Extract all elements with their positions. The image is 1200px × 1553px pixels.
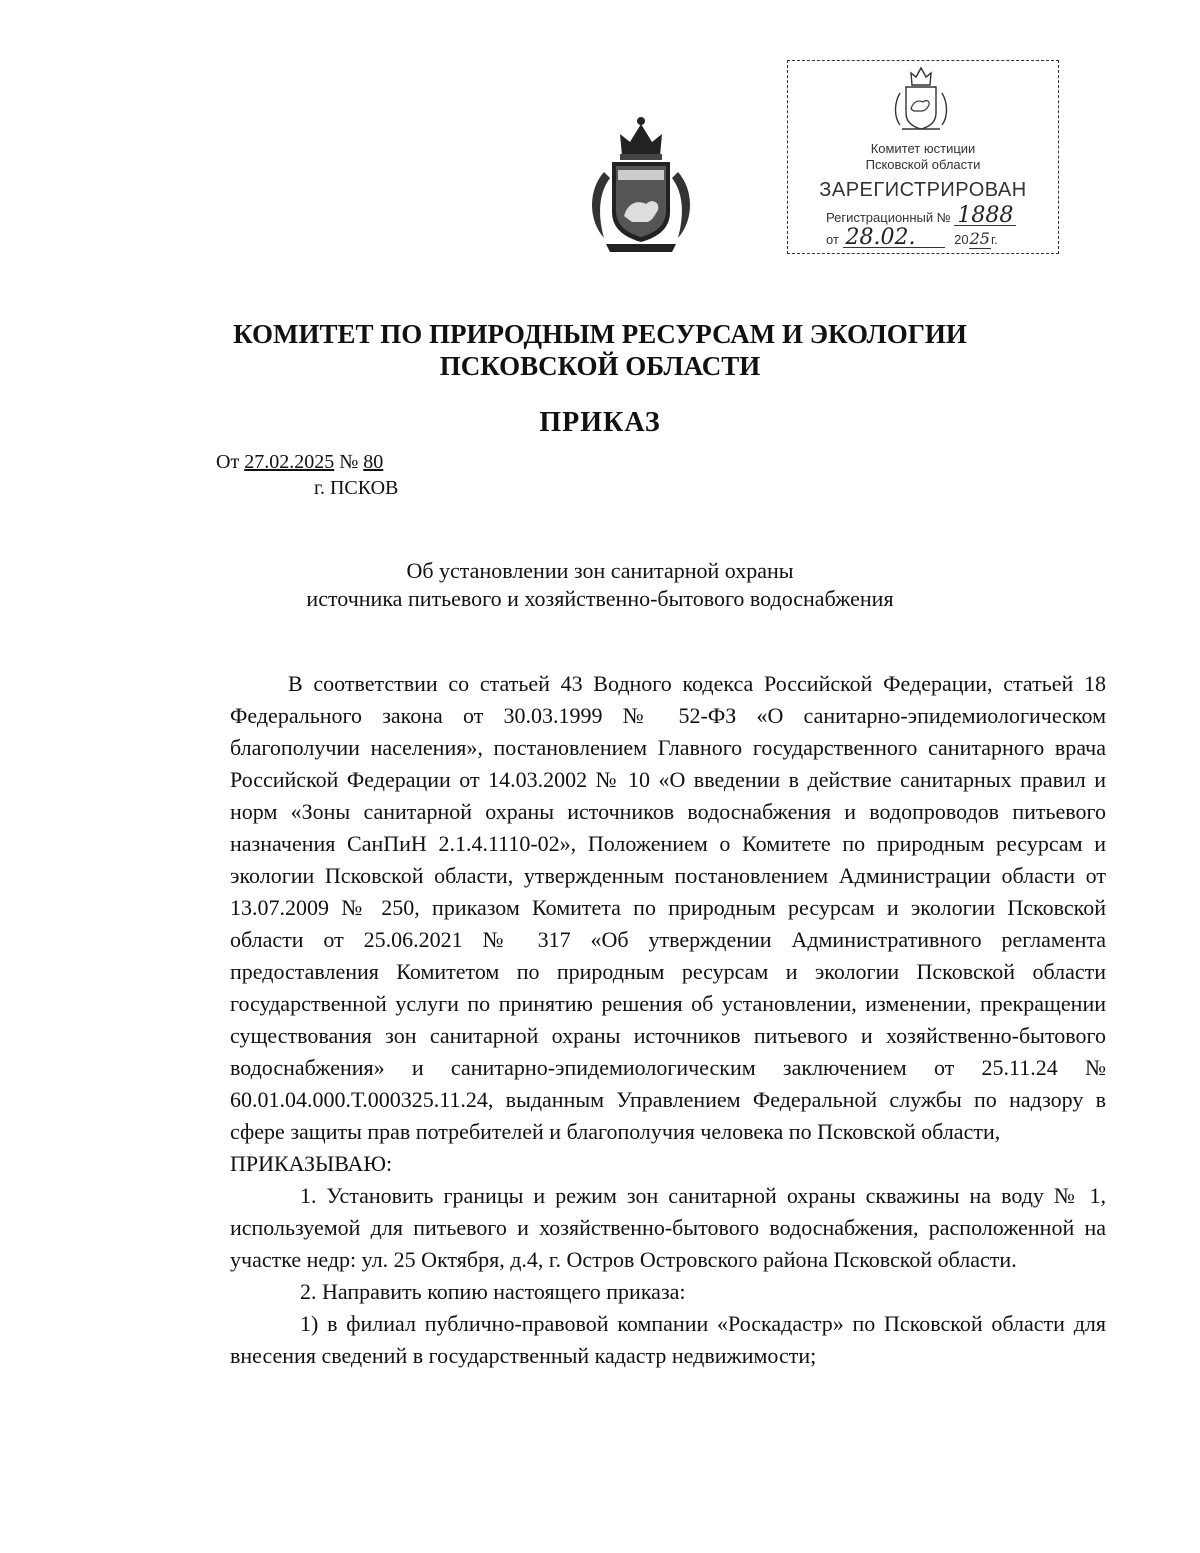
- document-type: ПРИКАЗ: [539, 407, 661, 438]
- stamp-reg-number-row: [826, 203, 1016, 228]
- order-item-2: 2. Направить копию настоящего приказа:: [300, 1279, 686, 1304]
- org-line1: КОМИТЕТ ПО ПРИРОДНЫМ РЕСУРСАМ И ЭКОЛОГИИ: [233, 319, 967, 349]
- stamp-year: 25: [969, 229, 990, 248]
- stamp-year-prefix: 20: [954, 232, 969, 247]
- stamp-authority-line1: Комитет юстиции: [870, 141, 976, 156]
- number-prefix: №: [339, 451, 359, 473]
- document-meta: [216, 449, 398, 501]
- coat-of-arms-emblem: [582, 112, 700, 254]
- order-item-1: 1. Установить границы и режим зон санитарной охраны скважины на воду № 1, используемой для питьевого и хозяйственно-бытового водоснабжения, расположенной на участке недр: ул. 25 Октября, д.4, г. Остров Островского района Псковской области.: [230, 1183, 1106, 1272]
- document-subject: [0, 557, 1200, 613]
- document-date: 27.02.2025: [244, 451, 335, 473]
- registration-stamp: [787, 60, 1059, 254]
- order-word: ПРИКАЗЫВАЮ:: [230, 1151, 393, 1176]
- document-body: [230, 668, 1106, 1372]
- stamp-reg-number-label: Регистрационный №: [826, 210, 951, 225]
- stamp-status: ЗАРЕГИСТРИРОВАН: [819, 179, 1027, 201]
- preamble-paragraph: В соответствии со статьей 43 Водного кодекса Российской Федерации, статьей 18 Федерального закона от 30.03.1999 № 52-ФЗ «О санитарно-эпидемиологическом благополучии населения», постановлением Главного государственного санитарного врача Российской Федерации от 14.03.2002 № 10 «О введении в действие санитарных правил и норм «Зоны санитарной охраны источников водоснабжения и водопроводов питьевого назначения СанПиН 2.1.4.1110-02», Положением о Комитете по природным ресурсам и экологии Псковской области, утвержденным постановлением Администрации области от 13.07.2009 № 250, приказом Комитета по природным ресурсам и экологии Псковской области от 25.06.2021 № 317 «Об утверждении Административного регламента предоставления Комитетом по природным ресурсам и экологии Псковской области государственной услуги по принятию решения об установлении, изменении, прекращении существования зон санитарной охраны источников питьевого и хозяйственно-бытового водоснабжения» и санитарно-эпидемиологическим заключением от 25.11.24 № 60.01.04.000.Т.000325.11.24, выданным Управлением Федеральной службы по надзору в сфере защиты прав потребителей и благополучия человека по Псковской области,: [230, 671, 1106, 1144]
- date-prefix: От: [216, 451, 240, 473]
- order-item-2-1: 1) в филиал публично-правовой компании «Роскадастр» по Псковской области для внесения сведений в государственный кадастр недвижимости;: [230, 1311, 1106, 1368]
- stamp-authority-line2: Псковской области: [865, 157, 981, 172]
- subject-line1: Об установлении зон санитарной охраны: [406, 558, 794, 583]
- stamp-date-prefix: от: [826, 232, 839, 247]
- stamp-date-row: [826, 225, 998, 250]
- document-city: г. ПСКОВ: [314, 477, 399, 499]
- stamp-emblem-icon: [890, 63, 952, 135]
- org-line2: ПСКОВСКОЙ ОБЛАСТИ: [439, 351, 761, 381]
- stamp-date: 28.02.: [843, 229, 945, 248]
- subject-line2: источника питьевого и хозяйственно-бытового водоснабжения: [306, 586, 894, 611]
- stamp-year-suffix: г.: [990, 232, 998, 247]
- document-number: 80: [363, 451, 384, 473]
- stamp-reg-number: 1888: [954, 207, 1016, 226]
- date-number-line: [216, 449, 398, 475]
- organization-title: [0, 318, 1200, 382]
